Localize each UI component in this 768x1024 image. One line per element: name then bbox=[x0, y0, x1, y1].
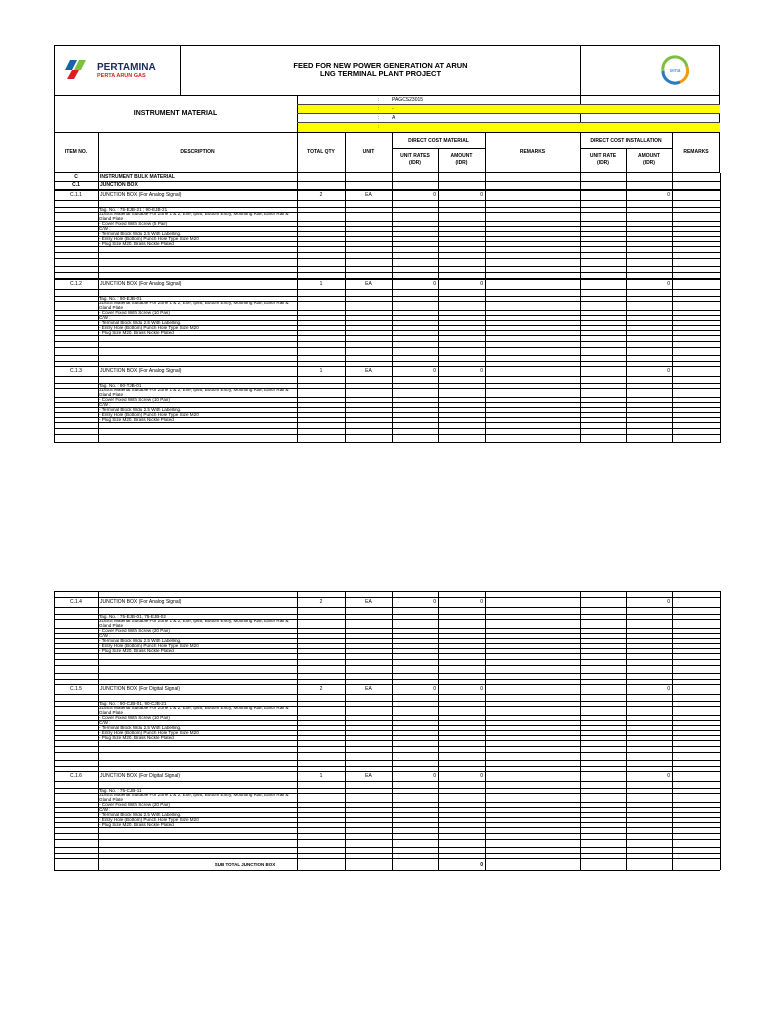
revision-value: A bbox=[392, 115, 396, 121]
item-install-amount: 0 bbox=[667, 599, 670, 605]
item-number: C.1.5 bbox=[70, 686, 82, 692]
item-amount: 0 bbox=[480, 773, 483, 779]
item-spec-line: C/W : bbox=[99, 226, 111, 231]
pertamina-logo-icon bbox=[64, 58, 96, 80]
item-spec-line: Tag. No. : 75-CJB-11 bbox=[99, 788, 142, 793]
item-install-amount: 0 bbox=[667, 773, 670, 779]
item-unit: EA bbox=[365, 773, 372, 779]
item-spec-line: - Entry Hole (Bottom) Punch Hole Type Size M20 bbox=[99, 412, 199, 417]
item-spec-line: - Cover Fixed With Screw (10 Pair) bbox=[99, 715, 170, 720]
item-spec-line: 316SS Material Suitable For Zone 1 & 2, Exe, Ip65, Bottom Entry, Mounting Rail, Earth Rail & Gland Plate bbox=[99, 619, 289, 628]
item-spec-line: Tag. No. : 90-CJB-01, 90-CJB-21 bbox=[99, 701, 167, 706]
item-unit: EA bbox=[365, 281, 372, 287]
item-install-amount: 0 bbox=[667, 281, 670, 287]
item-amount: 0 bbox=[480, 599, 483, 605]
item-unit: EA bbox=[365, 192, 372, 198]
item-unit-rate: 0 bbox=[433, 686, 436, 692]
company-name: PERTAMINA bbox=[97, 62, 156, 73]
item-spec-line: 316SS Material Suitable For Zone 1 & 2, Exe, Ip65, Bottom Entry, Mounting Rail, Earth Rail & Gland Plate bbox=[99, 706, 289, 715]
item-spec-line: - Cover Fixed With Screw (20 Pair) bbox=[99, 628, 170, 633]
item-spec-line: Tag. No. : 90-TJB-01 bbox=[99, 383, 142, 388]
item-spec-line: - Entry Hole (Bottom) Punch Hole Type Size M20 bbox=[99, 236, 199, 241]
col-unit-rates: UNIT RATES bbox=[400, 153, 430, 159]
item-spec-line: 316SS Material Suitable For Zone 1 & 2, Exe, Ip65, Bottom Entry, Mounting Rail, Earth Rail & Gland Plate bbox=[99, 793, 289, 802]
item-spec-line: - Cover Fixed With Screw (10 Pair) bbox=[99, 310, 170, 315]
item-spec-line: - Plug Size M20. Brass Nickle Plated bbox=[99, 822, 174, 827]
item-unit-rate: 0 bbox=[433, 192, 436, 198]
item-unit-rate: 0 bbox=[433, 599, 436, 605]
item-title: JUNCTION BOX (For Analog Signal) bbox=[100, 192, 182, 198]
item-number: C.1.1 bbox=[70, 192, 82, 198]
item-spec-line: - Cover Fixed With Screw (5 Pair) bbox=[99, 221, 168, 226]
item-spec-line: Tag. No. : 90-EJB-01 bbox=[99, 296, 142, 301]
subsection-title: JUNCTION BOX bbox=[100, 182, 138, 188]
section-title: INSTRUMENT MATERIAL bbox=[133, 110, 218, 117]
item-spec-line: C/W : bbox=[99, 402, 111, 407]
item-spec-line: - Entry Hole (Bottom) Punch Hole Type Size M20 bbox=[99, 643, 199, 648]
item-number: C.1.4 bbox=[70, 599, 82, 605]
item-amount: 0 bbox=[480, 686, 483, 692]
item-spec-line: - Entry Hole (Bottom) Punch Hole Type Size M20 bbox=[99, 325, 199, 330]
col-remarks-install: REMARKS bbox=[683, 149, 709, 155]
item-spec-line: 316SS Material Suitable For Zone 1 & 2, Exe, Ip65, Bottom Entry, Mounting Rail, Earth Rail & Gland Plate bbox=[99, 388, 289, 397]
item-spec-line: 316SS Material Suitable For Zone 1 & 2, Exe, Ip65, Bottom Entry, Mounting Rail, Earth Rail & Gland Plate bbox=[99, 301, 289, 310]
partner-logo-text: sena bbox=[669, 68, 681, 74]
item-spec-line: - Terminal Block Wdu 2.5 With Labelling. bbox=[99, 320, 182, 325]
col-direct-cost-material: DIRECT COST MATERIAL bbox=[408, 138, 469, 144]
section-code: C bbox=[74, 174, 78, 180]
item-number: C.1.2 bbox=[70, 281, 82, 287]
item-spec-line: - Plug Size M20. Brass Nickle Plated bbox=[99, 241, 174, 246]
item-unit-rate: 0 bbox=[433, 281, 436, 287]
item-install-amount: 0 bbox=[667, 686, 670, 692]
item-spec-line: 316SS Material Suitable For Zone 1 & 2, Exe, Ip65, Bottom Entry, Mounting Rail, Earth Rail & Gland Plate bbox=[99, 212, 289, 221]
item-number: C.1.6 bbox=[70, 773, 82, 779]
item-spec-line: - Terminal Block Wdu 2.5 With Labelling. bbox=[99, 812, 182, 817]
col-direct-cost-installation: DIRECT COST INSTALLATION bbox=[590, 138, 662, 144]
col-amount: AMOUNT bbox=[450, 153, 473, 159]
item-spec-line: Tag. No. : 75-EJB-21 ; 90-EJB-21 bbox=[99, 207, 168, 212]
subsection-code: C.1 bbox=[72, 182, 80, 188]
item-spec-line: - Terminal Block Wdu 2.5 With Labelling. bbox=[99, 407, 182, 412]
project-title-line2: LNG TERMINAL PLANT PROJECT bbox=[319, 69, 442, 78]
col-description: DESCRIPTION bbox=[180, 149, 215, 155]
item-qty: 2 bbox=[319, 599, 323, 605]
item-qty: 1 bbox=[319, 368, 323, 374]
item-spec-line: - Plug Size M20. Brass Nickle Plated bbox=[99, 735, 174, 740]
item-spec-line: C/W : bbox=[99, 633, 111, 638]
item-unit: EA bbox=[365, 686, 372, 692]
info-row2-value: - bbox=[392, 106, 394, 112]
item-unit-rate: 0 bbox=[433, 368, 436, 374]
item-spec-line: - Terminal Block Wdu 2.5 With Labelling. bbox=[99, 638, 182, 643]
company-subname: PERTA ARUN GAS bbox=[97, 73, 146, 79]
item-spec-line: - Entry Hole (Bottom) Punch Hole Type Size M20 bbox=[99, 817, 199, 822]
col-unit-rate: UNIT RATE bbox=[589, 153, 617, 159]
item-spec-line: - Plug Size M20. Brass Nickle Plated bbox=[99, 417, 174, 422]
subtotal-value: 0 bbox=[480, 862, 483, 868]
item-spec-line: C/W : bbox=[99, 807, 111, 812]
item-spec-line: C/W : bbox=[99, 315, 111, 320]
item-qty: 2 bbox=[319, 192, 323, 198]
item-spec-line: - Cover Fixed With Screw (20 Pair) bbox=[99, 802, 170, 807]
item-title: JUNCTION BOX (For Digital Signal) bbox=[100, 773, 181, 779]
item-title: JUNCTION BOX (For Analog Signal) bbox=[100, 368, 182, 374]
item-title: JUNCTION BOX (For Analog Signal) bbox=[100, 599, 182, 605]
document-number: PAGCS23015 bbox=[392, 97, 424, 103]
item-spec-line: C/W : bbox=[99, 720, 111, 725]
item-number: C.1.3 bbox=[70, 368, 82, 374]
item-spec-line: - Terminal Block Wdu 2.5 With Labelling. bbox=[99, 725, 182, 730]
item-title: JUNCTION BOX (For Analog Signal) bbox=[100, 281, 182, 287]
col-total-qty: TOTAL QTY bbox=[307, 149, 335, 155]
item-unit: EA bbox=[365, 599, 372, 605]
header-partner-cell bbox=[580, 45, 720, 96]
item-amount: 0 bbox=[480, 192, 483, 198]
subtotal-label: SUB TOTAL JUNCTION BOX bbox=[214, 862, 276, 867]
col-install-amount: AMOUNT bbox=[638, 153, 660, 159]
item-unit: EA bbox=[365, 368, 372, 374]
item-install-amount: 0 bbox=[667, 192, 670, 198]
item-spec-line: - Plug Size M20. Brass Nickle Plated bbox=[99, 330, 174, 335]
item-title: JUNCTION BOX (For Digital Signal) bbox=[100, 686, 181, 692]
item-qty: 1 bbox=[319, 281, 323, 287]
item-qty: 1 bbox=[319, 773, 323, 779]
col-remarks: REMARKS bbox=[519, 149, 546, 155]
col-unit: UNIT bbox=[362, 149, 375, 155]
item-amount: 0 bbox=[480, 281, 483, 287]
section-title-row: INSTRUMENT BULK MATERIAL bbox=[100, 174, 175, 180]
item-spec-line: - Entry Hole (Bottom) Punch Hole Type Size M20 bbox=[99, 730, 199, 735]
item-qty: 2 bbox=[319, 686, 323, 692]
item-spec-line: Tag. No. : 75-EJB-01, 75-EJB-02 bbox=[99, 614, 166, 619]
col-item-no: ITEM NO. bbox=[64, 149, 88, 155]
project-title-line1: FEED FOR NEW POWER GENERATION AT ARUN bbox=[293, 61, 468, 70]
item-unit-rate: 0 bbox=[433, 773, 436, 779]
item-spec-line: - Terminal Block Wdu 2.5 With Labelling. bbox=[99, 231, 182, 236]
item-install-amount: 0 bbox=[667, 368, 670, 374]
item-spec-line: - Plug Size M20. Brass Nickle Plated bbox=[99, 648, 174, 653]
item-spec-line: - Cover Fixed With Screw (10 Pair) bbox=[99, 397, 170, 402]
item-amount: 0 bbox=[480, 368, 483, 374]
